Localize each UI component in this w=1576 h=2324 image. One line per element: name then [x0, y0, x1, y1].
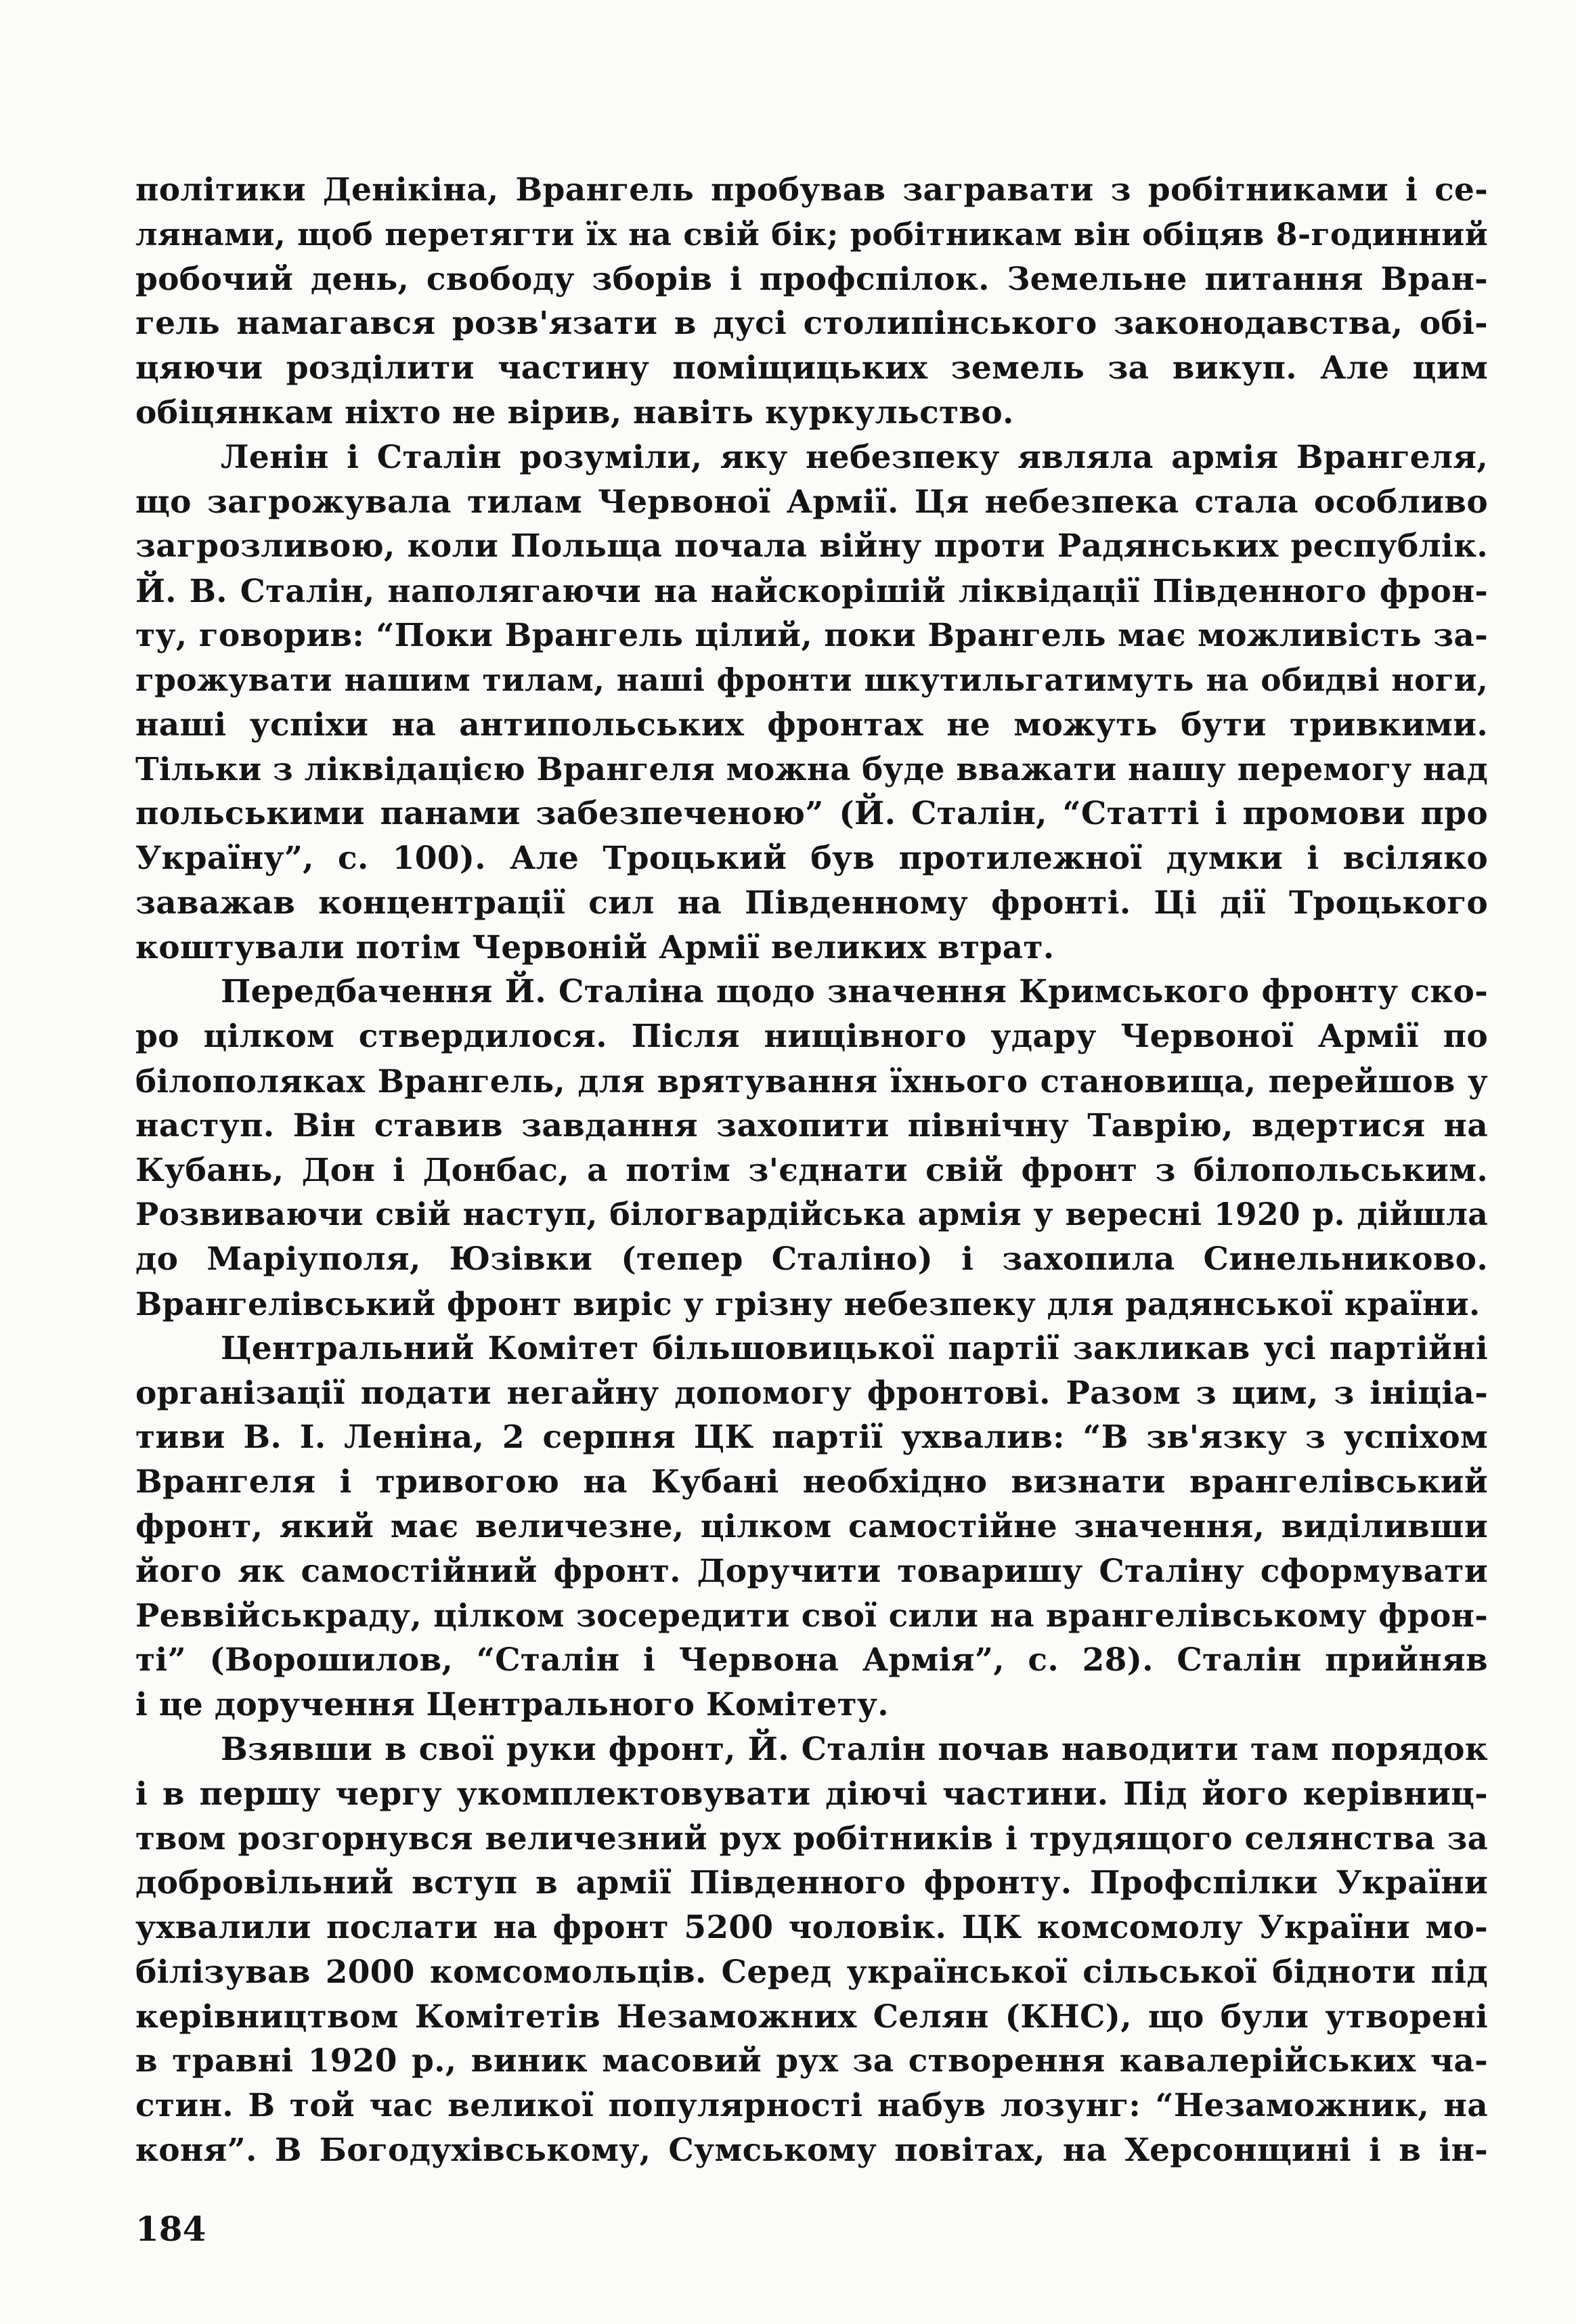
text-line: білізував 2000 комсомольців. Серед української сільської бідноти під	[135, 1953, 1488, 1991]
text-line: наші успіхи на антипольських фронтах не можуть бути тривкими.	[135, 706, 1488, 744]
text-line: і в першу чергу укомплектовувати діючі частини. Під його керівниц-	[135, 1775, 1488, 1813]
text-line: стин. В той час великої популярності набув лозунг: “Незаможник, на	[135, 2087, 1488, 2125]
text-line: Реввійськраду, цілком зосередити свої сили на врангелівському фрон-	[135, 1597, 1488, 1635]
text-line: гель намагався розв'язати в дусі столипінського законодавства, обі-	[135, 305, 1488, 343]
text-line: Кубань, Дон і Донбас, а потім з'єднати свій фронт з білопольським.	[135, 1151, 1488, 1189]
text-line: керівництвом Комітетів Незаможних Селян (КНС), що були утворені	[135, 1998, 1488, 2036]
text-line: політики Денікіна, Врангель пробував загравати з робітниками і се-	[135, 171, 1488, 209]
text-line: ту, говорив: “Поки Врангель цілий, поки Врангель має можливість за-	[135, 616, 1488, 654]
text-line: Україну”, с. 100). Але Троцький був протилежної думки і всіляко	[135, 839, 1488, 877]
text-line: Взявши в свої руки фронт, Й. Сталін почав наводити там порядок	[221, 1730, 1488, 1768]
text-line: обіцянкам ніхто не вірив, навіть куркульство.	[135, 393, 1014, 431]
text-line: грожувати нашим тилам, наші фронти шкутильгатимуть на обидві ноги,	[135, 661, 1488, 698]
text-line: добровільний вступ в армії Південного фронту. Профспілки України	[135, 1864, 1488, 1902]
text-line: польськими панами забезпеченою” (Й. Сталін, “Статті і промови про	[135, 795, 1488, 833]
text-line: лянами, щоб перетягти їх на свій бік; робітникам він обіцяв 8-годинний	[135, 215, 1488, 253]
text-line: коня”. В Богодухівському, Сумському повітах, на Херсонщині і в ін-	[135, 2132, 1488, 2170]
text-line: білополяках Врангель, для врятування їхнього становища, перейшов у	[135, 1062, 1488, 1100]
text-line: що загрожувала тилам Червоної Армії. Ця небезпека стала особливо	[135, 483, 1488, 521]
text-line: Й. В. Сталін, наполягаючи на найскорішій ліквідації Південного фрон-	[135, 572, 1488, 610]
text-line: Розвиваючи свій наступ, білогвардійська армія у вересні 1920 р. дійшла	[135, 1196, 1488, 1233]
text-line: і це доручення Центрального Комітету.	[135, 1686, 889, 1724]
text-line: тиви В. І. Леніна, 2 серпня ЦК партії ухвалив: “В зв'язку з успіхом	[135, 1419, 1488, 1457]
text-line: фронт, який має величезне, цілком самостійне значення, виділивши	[135, 1507, 1488, 1545]
text-line: твом розгорнувся величезний рух робітників і трудящого селянства за	[135, 1820, 1488, 1857]
body-text	[135, 168, 1488, 2173]
text-line: до Маріуполя, Юзівки (тепер Сталіно) і захопила Синельниково.	[135, 1241, 1488, 1278]
text-line: Врангеля і тривогою на Кубані необхідно визнати врангелівський	[135, 1463, 1488, 1501]
text-line: організації подати негайну допомогу фронтові. Разом з цим, з ініціа-	[135, 1374, 1488, 1412]
text-line: Передбачення Й. Сталіна щодо значення Кримського фронту ско-	[221, 973, 1488, 1011]
text-line: в травні 1920 р., виник масовий рух за створення кавалерійських ча-	[135, 2042, 1488, 2080]
text-line: заважав концентрації сил на Південному фронті. Ці дії Троцького	[135, 884, 1488, 922]
text-line: цяючи розділити частину поміщицьких земель за викуп. Але цим	[135, 349, 1488, 387]
text-line: коштували потім Червоній Армії великих втрат.	[135, 928, 1055, 966]
text-line: робочий день, свободу зборів і профспілок. Земельне питання Вран-	[135, 260, 1488, 298]
text-line: ро цілком ствердилося. Після нищівного удару Червоної Армії по	[135, 1018, 1488, 1056]
text-line: Ленін і Сталін розуміли, яку небезпеку являла армія Врангеля,	[221, 438, 1488, 476]
text-line: його як самостійний фронт. Доручити товаришу Сталіну сформувати	[135, 1552, 1488, 1590]
text-line: Центральний Комітет більшовицької партії закликав усі партійні	[221, 1329, 1488, 1367]
text-line: загрозливою, коли Польща почала війну проти Радянських республік.	[135, 528, 1488, 565]
text-line: наступ. Він ставив завдання захопити північну Таврію, вдертися на	[135, 1106, 1488, 1144]
text-line: Врангелівський фронт виріс у грізну небезпеку для радянської країни.	[135, 1285, 1481, 1322]
text-line: Тільки з ліквідацією Врангеля можна буде вважати нашу перемогу над	[135, 750, 1488, 788]
text-line: ухвалили послати на фронт 5200 чоловік. ЦК комсомолу України мо-	[135, 1909, 1488, 1947]
text-line: ті” (Ворошилов, “Сталін і Червона Армія”, с. 28). Сталін прийняв	[135, 1641, 1488, 1679]
page-number: 184	[135, 2209, 206, 2249]
